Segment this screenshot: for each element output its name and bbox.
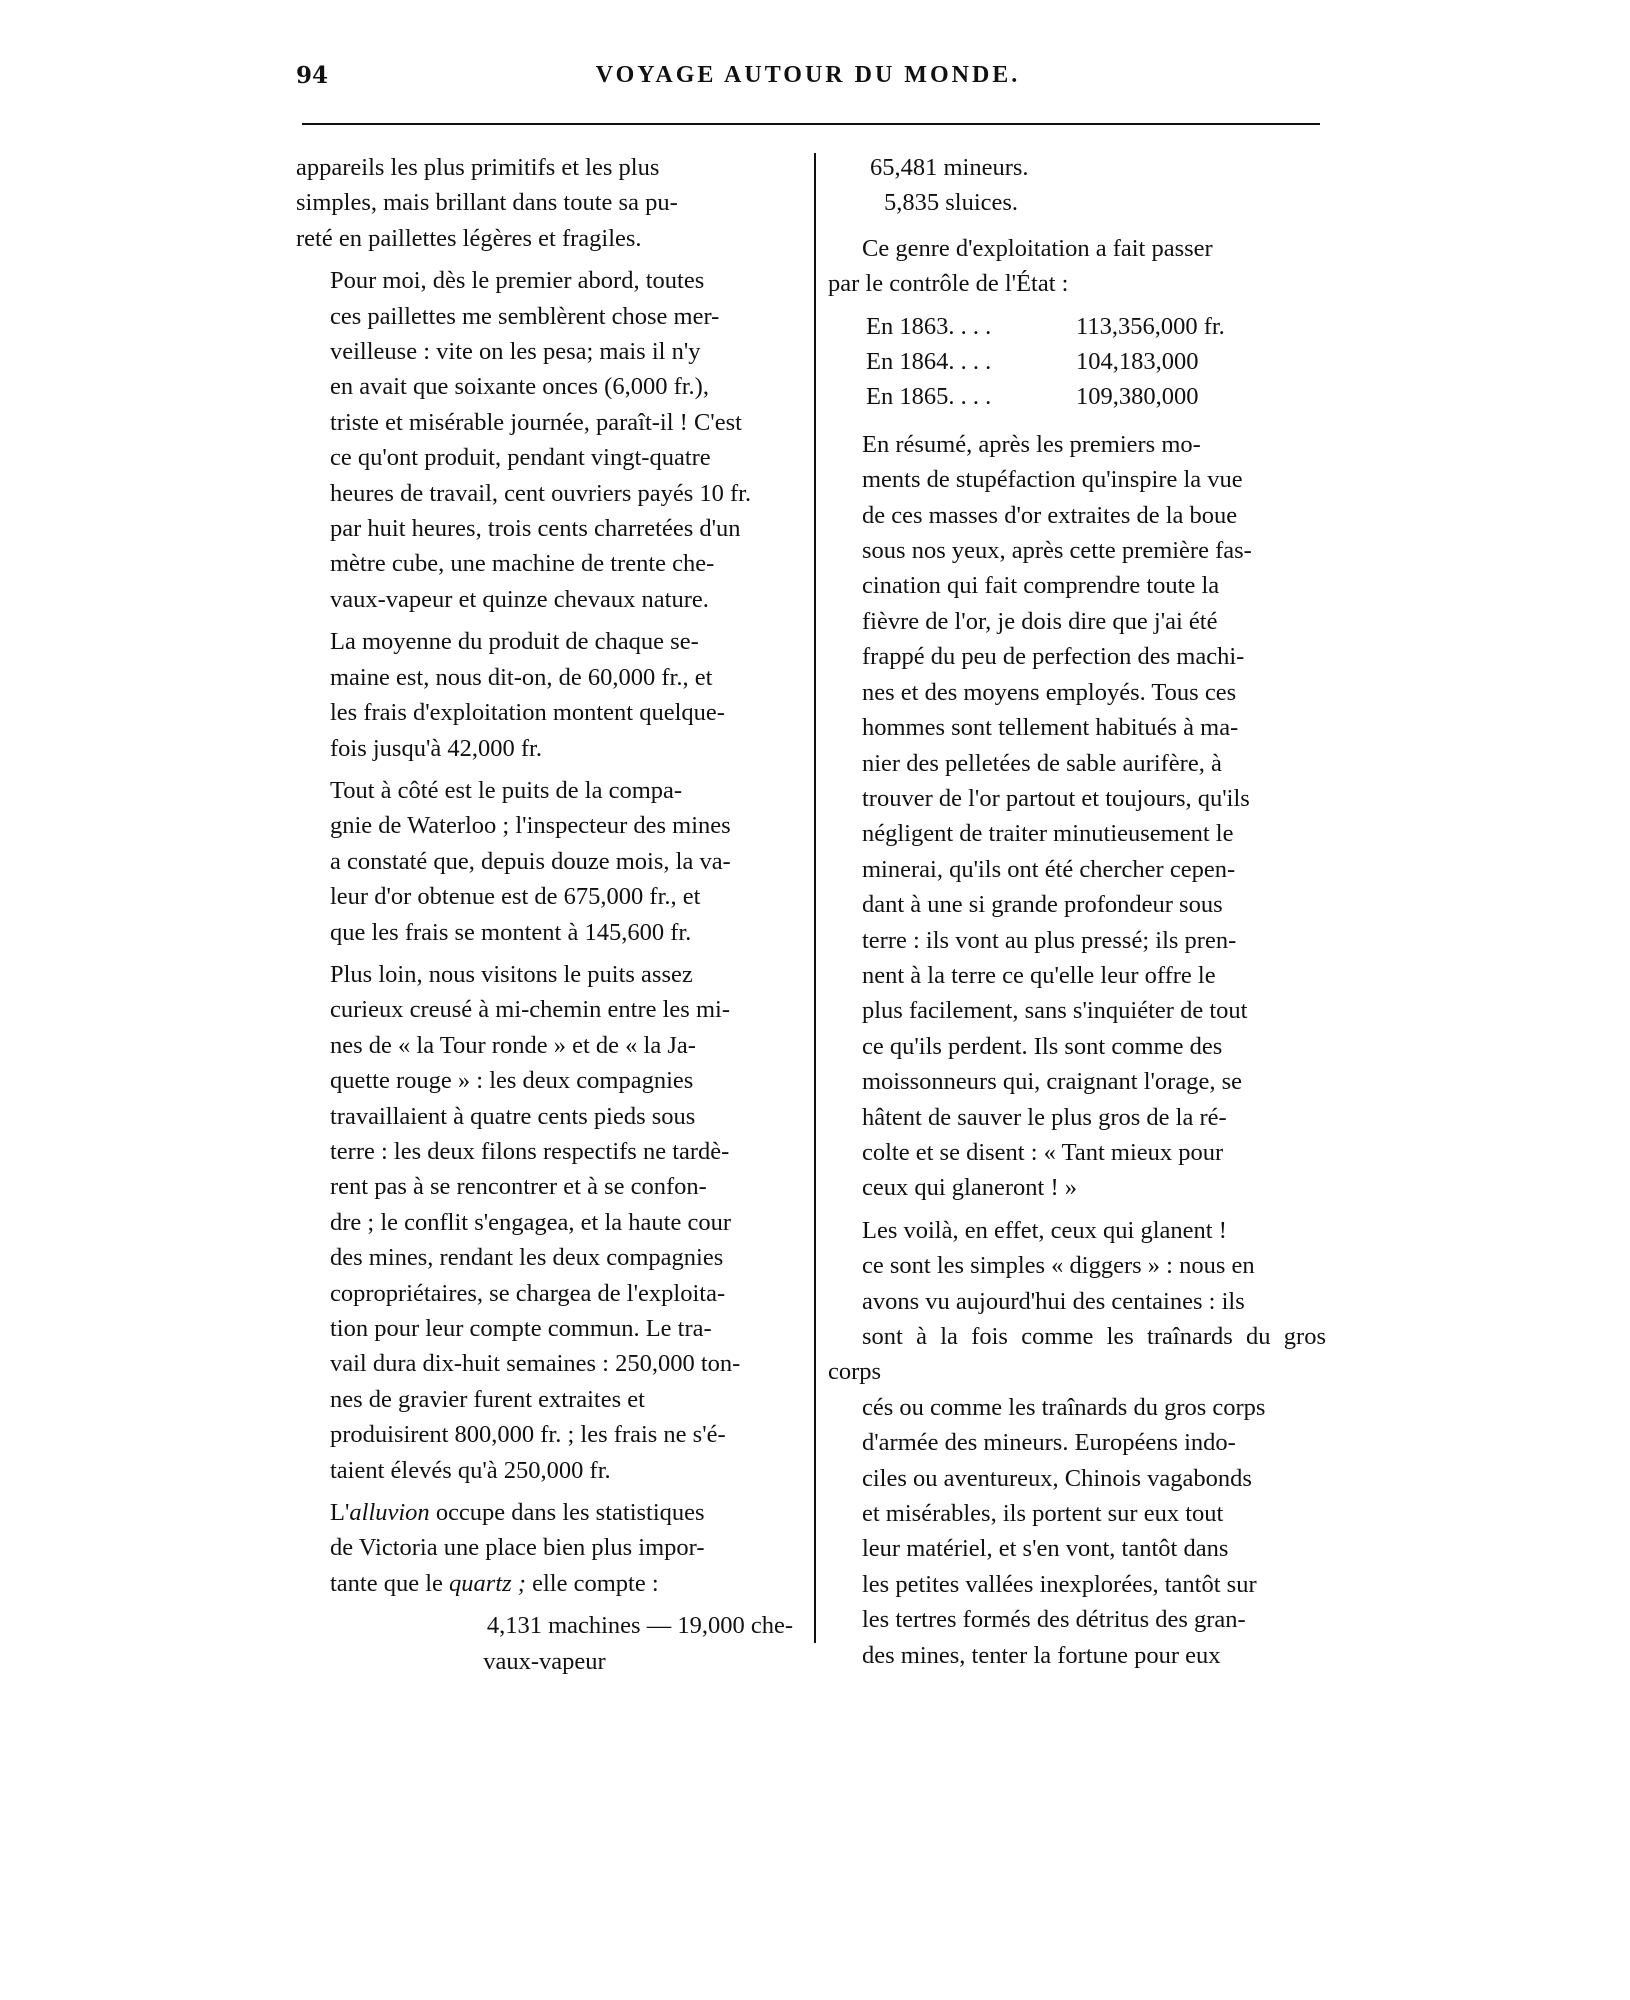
- text-line: ceux qui glaneront ! »: [862, 1174, 1077, 1202]
- text-line: les tertres formés des détritus des gran-: [862, 1606, 1246, 1634]
- text-line: hommes sont tellement habitués à ma-: [862, 714, 1239, 742]
- text-line: Les voilà, en effet, ceux qui glanent !: [862, 1216, 1227, 1244]
- paragraph-alluvion: [296, 1495, 793, 1601]
- text-line: tion pour leur compte commun. Le tra-: [330, 1315, 712, 1342]
- amount-cell: 109,380,000: [1076, 383, 1199, 411]
- text-line: quette rouge » : les deux compagnies: [330, 1067, 694, 1095]
- paragraph-resume: [828, 427, 1326, 1206]
- text-line: heures de travail, cent ouvriers payés 10 fr.: [330, 479, 752, 507]
- text-line: vaux-vapeur: [483, 1647, 606, 1675]
- text-line: curieux creusé à mi-chemin entre les mi-: [330, 996, 730, 1024]
- text-line: a constaté que, depuis douze mois, la va-: [330, 847, 731, 875]
- text-line: rent pas à se rencontrer et à se confon-: [330, 1173, 707, 1201]
- text-line: maine est, nous dit-on, de 60,000 fr., et: [330, 663, 713, 691]
- text-line: cés ou comme les traînards du gros corps: [862, 1393, 1266, 1421]
- paragraph-first-impression: [296, 263, 793, 617]
- amount-cell: 113,356,000 fr.: [1076, 312, 1225, 340]
- text-line: les frais d'exploitation montent quelque-: [330, 699, 725, 727]
- text-line: moissonneurs qui, craignant l'orage, se: [862, 1068, 1242, 1096]
- text-line: cination qui fait comprendre toute la: [862, 572, 1220, 600]
- text-line: de ces masses d'or extraites de la boue: [862, 501, 1238, 529]
- text-line: fièvre de l'or, je dois dire que j'ai été: [862, 607, 1218, 635]
- text-line: ce qu'ont produit, pendant vingt-quatre: [330, 444, 711, 472]
- text-line: taient élevés qu'à 250,000 fr.: [330, 1456, 611, 1484]
- miners-stats: [828, 150, 1326, 221]
- text-line: colte et se disent : « Tant mieux pour: [862, 1138, 1224, 1166]
- text-line: appareils les plus primitifs et les plus: [296, 154, 660, 181]
- paragraph-primitive-devices: [296, 150, 793, 256]
- text-line: négligent de traiter minutieusement le: [862, 820, 1234, 848]
- italic-term: alluvion: [349, 1499, 430, 1527]
- text-line: mètre cube, une machine de trente che-: [330, 550, 715, 578]
- table-row: [866, 379, 1225, 414]
- italic-term: quartz ;: [449, 1569, 526, 1597]
- text-line: plus facilement, sans s'inquiéter de tout: [862, 997, 1248, 1025]
- text-line: ce qu'ils perdent. Ils sont comme des: [862, 1032, 1223, 1060]
- year-cell: En 1863. . . .: [866, 312, 992, 340]
- text-line: simples, mais brillant dans toute sa pu-: [296, 189, 678, 217]
- text-line: leur matériel, et s'en vont, tantôt dans: [862, 1535, 1229, 1563]
- text-line: ciles ou aventureux, Chinois vagabonds: [862, 1464, 1252, 1492]
- text-line: gnie de Waterloo ; l'inspecteur des mines: [330, 812, 731, 840]
- text-fragment: L': [330, 1499, 350, 1527]
- text-line: dant à une si grande profondeur sous: [862, 891, 1223, 919]
- text-fragment: occupe dans les statistiques: [429, 1499, 705, 1527]
- text-line: fois jusqu'à 42,000 fr.: [330, 734, 542, 762]
- left-column: [296, 150, 793, 1683]
- text-line: les petites vallées inexplorées, tantôt sur: [862, 1570, 1257, 1598]
- page-number: 94: [296, 62, 329, 89]
- text-line: Tout à côté est le puits de la compa-: [330, 776, 683, 804]
- running-title: VOYAGE AUTOUR DU MONDE.: [595, 62, 1021, 88]
- text-line: sont à la fois comme les traînards du gros corps: [828, 1323, 1326, 1386]
- text-line: reté en paillettes légères et fragiles.: [296, 224, 642, 252]
- text-line: des mines, rendant les deux compagnies: [330, 1244, 724, 1272]
- text-line: en avait que soixante onces (6,000 fr.),: [330, 373, 709, 401]
- miners-count: 65,481 mineurs.: [870, 154, 1029, 181]
- text-line: nes de « la Tour ronde » et de « la Ja-: [330, 1031, 696, 1059]
- text-line: minerai, qu'ils ont été chercher cepen-: [862, 855, 1236, 883]
- text-line: avons vu aujourd'hui des centaines : ils: [862, 1287, 1245, 1315]
- text-line: travaillaient à quatre cents pieds sous: [330, 1102, 696, 1130]
- text-line: des mines, tenter la fortune pour eux: [862, 1641, 1221, 1669]
- paragraph-tour-ronde: [296, 957, 793, 1488]
- text-line: terre : les deux filons respectifs ne tardè-: [330, 1137, 730, 1165]
- year-cell: En 1864. . . .: [866, 348, 992, 376]
- year-cell: En 1865. . . .: [866, 383, 992, 411]
- text-line: [296, 1495, 793, 1530]
- text-line: copropriétaires, se chargea de l'exploita-: [330, 1279, 726, 1307]
- text-line: par le contrôle de l'État :: [828, 270, 1069, 298]
- text-line: La moyenne du produit de chaque se-: [330, 628, 699, 656]
- text-line: sous nos yeux, après cette première fas-: [862, 537, 1252, 565]
- text-line: ces paillettes me semblèrent chose mer-: [330, 302, 720, 330]
- table-row: [866, 309, 1225, 344]
- text-line: nent à la terre ce qu'elle leur offre le: [862, 961, 1216, 989]
- text-line: ce sont les simples « diggers » : nous en: [862, 1252, 1255, 1280]
- text-line: Plus loin, nous visitons le puits assez: [330, 960, 693, 988]
- text-line: hâtent de sauver le plus gros de la ré-: [862, 1103, 1227, 1131]
- text-line: nes et des moyens employés. Tous ces: [862, 678, 1237, 706]
- text-line: par huit heures, trois cents charretées d'un: [330, 515, 741, 543]
- text-line: que les frais se montent à 145,600 fr.: [330, 918, 692, 946]
- paragraph-state-control: [828, 231, 1326, 302]
- text-line: vail dura dix-huit semaines : 250,000 ton-: [330, 1350, 741, 1378]
- text-line: dre ; le conflit s'engagea, et la haute cour: [330, 1208, 731, 1236]
- text-line: En résumé, après les premiers mo-: [862, 430, 1201, 458]
- text-line: produisirent 800,000 fr. ; les frais ne s'é-: [330, 1421, 726, 1449]
- text-line: d'armée des mineurs. Européens indo-: [862, 1429, 1236, 1457]
- text-line: leur d'or obtenue est de 675,000 fr., et: [330, 883, 701, 911]
- text-line: Pour moi, dès le premier abord, toutes: [330, 267, 705, 295]
- text-line: vaux-vapeur et quinze chevaux nature.: [330, 585, 709, 613]
- sluices-count: 5,835 sluices.: [884, 189, 1019, 217]
- machines-stat: [296, 1608, 793, 1679]
- text-line: de Victoria une place bien plus impor-: [330, 1534, 705, 1562]
- page-header: [296, 62, 1320, 102]
- paragraph-waterloo: [296, 773, 793, 950]
- paragraph-weekly-average: [296, 624, 793, 766]
- text-line: nes de gravier furent extraites et: [330, 1385, 645, 1413]
- text-line: nier des pelletées de sable aurifère, à: [862, 749, 1222, 777]
- text-line: terre : ils vont au plus pressé; ils pren-: [862, 926, 1237, 954]
- text-line: Ce genre d'exploitation a fait passer: [862, 234, 1213, 262]
- text-line: frappé du peu de perfection des machi-: [862, 643, 1245, 671]
- table-row: [866, 344, 1225, 379]
- text-line: [296, 1566, 793, 1601]
- column-divider: [814, 153, 816, 1643]
- revenue-table: [866, 309, 1225, 415]
- paragraph-diggers: [828, 1213, 1326, 1673]
- text-line: trouver de l'or partout et toujours, qu'ils: [862, 784, 1250, 812]
- text-line: triste et misérable journée, paraît-il ! C'est: [330, 408, 742, 436]
- amount-cell: 104,183,000: [1076, 348, 1199, 376]
- text-line: veilleuse : vite on les pesa; mais il n'y: [330, 338, 701, 366]
- text-line: et misérables, ils portent sur eux tout: [862, 1500, 1224, 1528]
- text-line: ments de stupéfaction qu'inspire la vue: [862, 466, 1243, 494]
- header-rule: [302, 123, 1320, 125]
- text-line: 4,131 machines — 19,000 che-: [486, 1612, 793, 1640]
- text-fragment: elle compte :: [525, 1569, 659, 1597]
- right-column: [828, 150, 1326, 1680]
- text-fragment: tante que le: [330, 1569, 450, 1597]
